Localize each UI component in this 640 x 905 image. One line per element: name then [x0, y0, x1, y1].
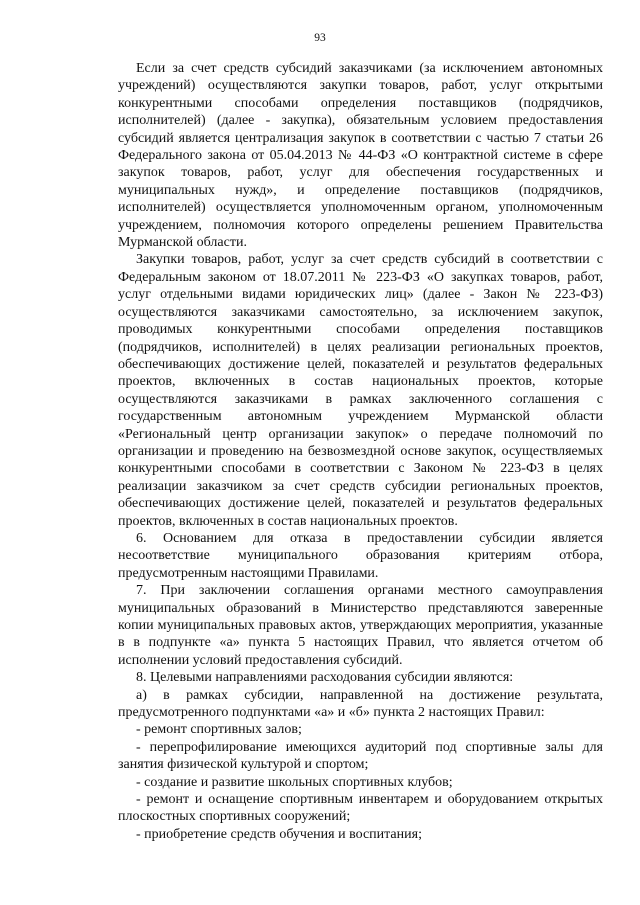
list-item-outdoor-facilities: - ремонт и оснащение спортивным инвентарем и оборудованием открытых плоскостных спортивных сооружений; — [118, 792, 603, 825]
list-item-teaching-equipment: - приобретение средств обучения и воспитания; — [136, 826, 422, 842]
list-item-gym-repair: - ремонт спортивных залов; — [136, 722, 302, 738]
document-body — [118, 60, 603, 843]
paragraph-item-7: 7. При заключении соглашения органами местного самоуправления муниципальных образований в Министерство представляются заверенные копии муниципальных правовых актов, утверждающих мероприятия, указанные в в подпункте «а» пункта 5 настоящих Правил, что является отчетом об исполнении условий предоставления субсидий. — [118, 583, 603, 668]
page-number: 93 — [314, 32, 326, 44]
paragraph-procurement-223fz: Закупки товаров, работ, услуг за счет средств субсидий в соответствии с Федеральным законом от 18.07.2011 № 223-ФЗ «О закупках товаров, работ, услуг отдельными видами юридических лиц» (далее - Закон № 223-ФЗ) осуществляются заказчиками самостоятельно, за исключением закупок, проводимых конкурентными способами определения поставщиков (подрядчиков, исполнителей) в целях реализации региональных проектов, обеспечивающих достижение целей, показателей и результатов федеральных проектов, включенных в состав национальных проектов, которые осуществляются заказчиками в рамках заключенного соглашения с государственным автономным учреждением Мурманской области «Региональный центр организации закупок» о передаче полномочий по организации и проведению на безвозмездной основе закупок, осуществляемых конкурентными способами в соответствии с Законом № 223-ФЗ в целях реализации заказчиком за счет средств субсидии региональных проектов, обеспечивающих достижение целей, показателей и результатов федеральных проектов, включенных в состав национальных проектов. — [118, 252, 603, 529]
paragraph-item-8: 8. Целевыми направлениями расходования субсидии являются: — [136, 670, 514, 686]
list-item-repurposing-rooms: - перепрофилирование имеющихся аудиторий под спортивные залы для занятия физической культурой и спортом; — [118, 739, 603, 773]
paragraph-item-6: 6. Основанием для отказа в предоставлении субсидии является несоответствие муниципального образования критериям отбора, предусмотренным настоящими Правилами. — [118, 530, 603, 581]
list-item-school-sports-clubs: - создание и развитие школьных спортивных клубов; — [136, 774, 453, 790]
paragraph-subitem-a: а) в рамках субсидии, направленной на достижение результата, предусмотренного подпунктами «а» и «б» пункта 2 настоящих Правил: — [118, 687, 603, 721]
paragraph-centralized-procurement: Если за счет средств субсидий заказчиками (за исключением автономных учреждений) осуществляются закупки товаров, работ, услуг открытыми конкурентными способами определения поставщиков (подрядчиков, исполнителей) (далее - закупка), обязательным условием предоставления субсидий является централизация закупок в соответствии с частью 7 статьи 26 Федерального закона от 05.04.2013 № 44-ФЗ «О контрактной системе в сфере закупок товаров, работ, услуг для обеспечения государственных и муниципальных нужд», и определение поставщиков (подрядчиков, исполнителей) осуществляется уполномоченным органом, уполномоченным учреждением, полномочия которого определены решением Правительства Мурманской области. — [118, 61, 603, 251]
